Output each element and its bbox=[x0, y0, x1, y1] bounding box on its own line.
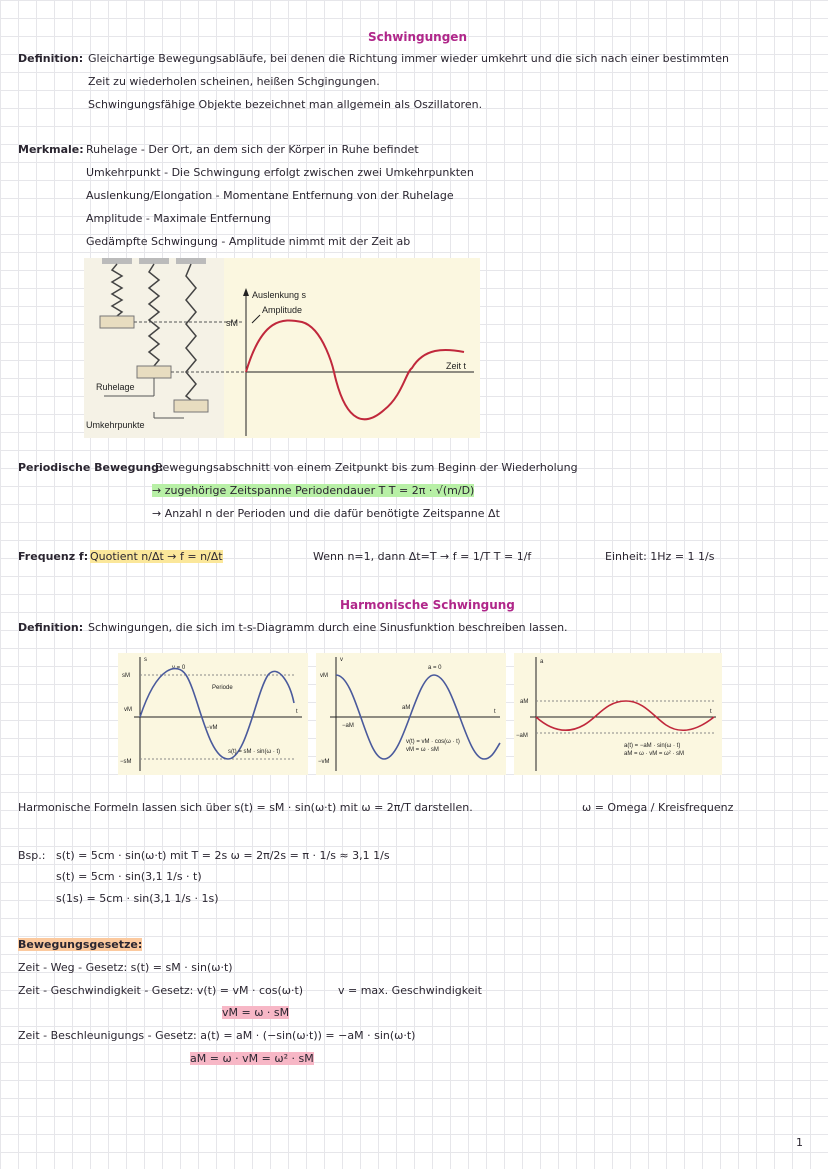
v-neg-am-label: −aM bbox=[342, 723, 354, 729]
sm-label: sM bbox=[226, 318, 238, 328]
gesetz-am bbox=[190, 1052, 314, 1066]
s-neg-vm-label: −vM bbox=[206, 725, 218, 731]
definition-label: Definition: bbox=[18, 52, 84, 65]
amplitude-label: Amplitude bbox=[262, 305, 303, 315]
merkmal-auslenkung: Auslenkung/Elongation - Momentane Entfernung von der Ruhelage bbox=[86, 189, 454, 202]
s-neg-sm-label: −sM bbox=[120, 759, 132, 765]
a-t-label: t bbox=[710, 709, 712, 715]
a-formula-2: aM = ω · vM = ω² · sM bbox=[624, 751, 685, 757]
merkmale-label: Merkmale: bbox=[18, 143, 84, 156]
page-number: 1 bbox=[796, 1136, 803, 1149]
s-t-label: t bbox=[296, 709, 298, 715]
periodendauer-line bbox=[152, 484, 474, 498]
v-t-diagram bbox=[316, 653, 506, 775]
merkmal-ruhelage: Ruhelage - Der Ort, an dem sich der Körper in Ruhe befindet bbox=[86, 143, 419, 156]
gesetz-beschleunigung: Zeit - Beschleunigungs - Gesetz: a(t) = aM · (−sin(ω·t)) = −aM · sin(ω·t) bbox=[18, 1029, 416, 1042]
v-axis-label: v bbox=[340, 657, 343, 663]
s-axis-label: s bbox=[144, 657, 147, 663]
axis-auslenkung-label: Auslenkung s bbox=[252, 290, 307, 300]
spring-oscillation-figure bbox=[84, 258, 480, 438]
umkehrpunkte-label: Umkehrpunkte bbox=[86, 420, 145, 430]
periodisch-label: Periodische Bewegung: bbox=[18, 461, 164, 474]
omega-note: ω = Omega / Kreisfrequenz bbox=[582, 801, 734, 814]
v-t-label: t bbox=[494, 709, 496, 715]
perioden-anzahl-line: → Anzahl n der Perioden und die dafür benötigte Zeitspanne Δt bbox=[152, 507, 500, 520]
frequenz-einheit: Einheit: 1Hz = 1 1/s bbox=[605, 550, 715, 563]
frequenz-label: Frequenz f: bbox=[18, 550, 89, 563]
gesetze-label bbox=[18, 938, 142, 952]
beispiel-label: Bsp.: bbox=[18, 849, 46, 862]
definition-line-1: Gleichartige Bewegungsabläufe, bei denen die Richtung immer wieder umkehrt und die sich nach einer bestimmten bbox=[88, 52, 729, 65]
beispiel-line-1: s(t) = 5cm · sin(ω·t) mit T = 2s ω = 2π/2s = π · 1/s ≈ 3,1 1/s bbox=[56, 849, 390, 862]
gesetze-label-text: Bewegungsgesetze: bbox=[18, 938, 143, 951]
gesetz-vm-text: vM = ω · sM bbox=[222, 1006, 290, 1019]
gesetz-am-text: aM = ω · vM = ω² · sM bbox=[190, 1052, 314, 1065]
v-a0-label: a = 0 bbox=[428, 665, 442, 671]
periodisch-text: Bewegungsabschnitt von einem Zeitpunkt bis zum Beginn der Wiederholung bbox=[155, 461, 578, 474]
sine-curve bbox=[246, 320, 464, 419]
a-formula-1: a(t) = −aM · sin(ω · t) bbox=[624, 743, 681, 749]
v-neg-vm-label: −vM bbox=[318, 759, 330, 765]
v-am-label: aM bbox=[402, 705, 411, 711]
gesetz-geschwindigkeit: Zeit - Geschwindigkeit - Gesetz: v(t) = vM · cos(ω·t) bbox=[18, 984, 304, 997]
ruhelage-label: Ruhelage bbox=[96, 382, 135, 392]
merkmal-umkehrpunkt: Umkehrpunkt - Die Schwingung erfolgt zwischen zwei Umkehrpunkten bbox=[86, 166, 474, 179]
harmonisch-title: Harmonische Schwingung bbox=[340, 598, 515, 612]
merkmal-amplitude: Amplitude - Maximale Entfernung bbox=[86, 212, 272, 225]
gesetz-vm bbox=[222, 1006, 289, 1020]
a-t-diagram bbox=[514, 653, 722, 775]
v-vm-label: vM bbox=[320, 673, 328, 679]
definition-line-2: Zeit zu wiederholen scheinen, heißen Schgingungen. bbox=[88, 75, 380, 88]
beispiel-line-3: s(1s) = 5cm · sin(3,1 1/s · 1s) bbox=[56, 892, 219, 905]
page-title: Schwingungen bbox=[368, 30, 467, 44]
a-am-label: aM bbox=[520, 699, 529, 705]
geschwindigkeit-note: v = max. Geschwindigkeit bbox=[338, 984, 482, 997]
gesetz-weg: Zeit - Weg - Gesetz: s(t) = sM · sin(ω·t) bbox=[18, 961, 233, 974]
s-t-diagram bbox=[118, 653, 308, 775]
periodendauer-text: → zugehörige Zeitspanne Periodendauer T T = 2π · √(m/D) bbox=[152, 484, 475, 497]
beispiel-line-2: s(t) = 5cm · sin(3,1 1/s · t) bbox=[56, 870, 202, 883]
a-neg-am-label: −aM bbox=[516, 733, 528, 739]
s-v0-label: v = 0 bbox=[172, 665, 186, 671]
definition-line-3: Schwingungsfähige Objekte bezeichnet man allgemein als Oszillatoren. bbox=[88, 98, 483, 111]
frequenz-wenn: Wenn n=1, dann Δt=T → f = 1/T T = 1/f bbox=[313, 550, 532, 563]
frequenz-quotient bbox=[90, 550, 223, 564]
merkmal-gedaempft: Gedämpfte Schwingung - Amplitude nimmt mit der Zeit ab bbox=[86, 235, 411, 248]
formeln-text: Harmonische Formeln lassen sich über s(t) = sM · sin(ω·t) mit ω = 2π/T darstellen. bbox=[18, 801, 473, 814]
frequenz-quotient-text: Quotient n/Δt → f = n/Δt bbox=[90, 550, 223, 563]
a-axis-label: a bbox=[540, 659, 544, 665]
zeit-axis-label: Zeit t bbox=[446, 361, 467, 371]
harmonisch-def-label: Definition: bbox=[18, 621, 84, 634]
harmonisch-def-text: Schwingungen, die sich im t-s-Diagramm durch eine Sinusfunktion beschreiben lassen. bbox=[88, 621, 568, 634]
s-formula: s(t) = sM · sin(ω · t) bbox=[228, 749, 281, 755]
periode-label: Periode bbox=[212, 685, 233, 691]
v-formula-2: vM = ω · sM bbox=[406, 747, 439, 753]
s-sm-label: sM bbox=[122, 673, 130, 679]
v-formula-1: v(t) = vM · cos(ω · t) bbox=[406, 739, 460, 745]
s-vm-label: vM bbox=[124, 707, 132, 713]
